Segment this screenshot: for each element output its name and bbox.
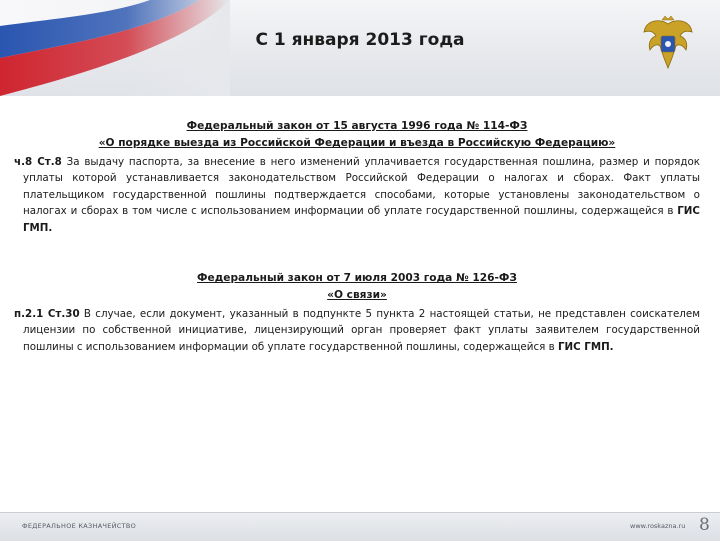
law1-text: За выдачу паспорта, за внесение в него изменений уплачивается государственная пошлина, размер и порядок уплаты которой устанавливается законодательством Российской Федерации о налогах и сборах. Факт уплаты плательщиком государственной пошлины подтверждается способами, которые установлены законодательством о налогах и сборах в том числе с использованием информации об уплате государственной пошлины, содержащейся в bbox=[23, 156, 700, 218]
law2-title bbox=[14, 270, 700, 304]
law1-ref: ч.8 Ст.8 bbox=[14, 156, 62, 168]
footer-organization: ФЕДЕРАЛЬНОЕ КАЗНАЧЕЙСТВО bbox=[22, 522, 137, 530]
law2-text: В случае, если документ, указанный в подпункте 5 пункта 2 настоящей статьи, не представлен соискателем лицензии по собственной инициативе, лицензирующий орган проверяет факт уплаты заявителем государственной пошлины с использованием информации об уплате государственной пошлины, содержащейся в bbox=[23, 308, 700, 353]
law2-title-line2: «О связи» bbox=[327, 289, 387, 302]
footer-website: www.roskazna.ru bbox=[630, 522, 686, 530]
law1-title bbox=[14, 118, 700, 152]
law1-title-line2: «О порядке выезда из Российской Федерации и въезда в Российскую Федерацию» bbox=[98, 137, 616, 149]
slide-header bbox=[0, 0, 720, 96]
law1-title-line1: Федеральный закон от 15 августа 1996 года № 114-ФЗ bbox=[186, 120, 528, 132]
page-number: 8 bbox=[699, 515, 710, 535]
law1-paragraph bbox=[14, 154, 700, 236]
slide-footer bbox=[0, 512, 720, 541]
law2-gis: ГИС ГМП. bbox=[557, 340, 614, 353]
coat-of-arms-eagle-icon bbox=[640, 14, 696, 76]
law1-gis: ГИС ГМП. bbox=[23, 205, 700, 234]
law2-title-line1: Федеральный закон от 7 июля 2003 года № 126-ФЗ bbox=[197, 272, 517, 285]
law2-paragraph bbox=[14, 306, 700, 355]
slide-title: С 1 января 2013 года bbox=[255, 30, 465, 50]
slide-content bbox=[14, 118, 700, 355]
law2-ref: п.2.1 Ст.30 bbox=[14, 308, 80, 321]
